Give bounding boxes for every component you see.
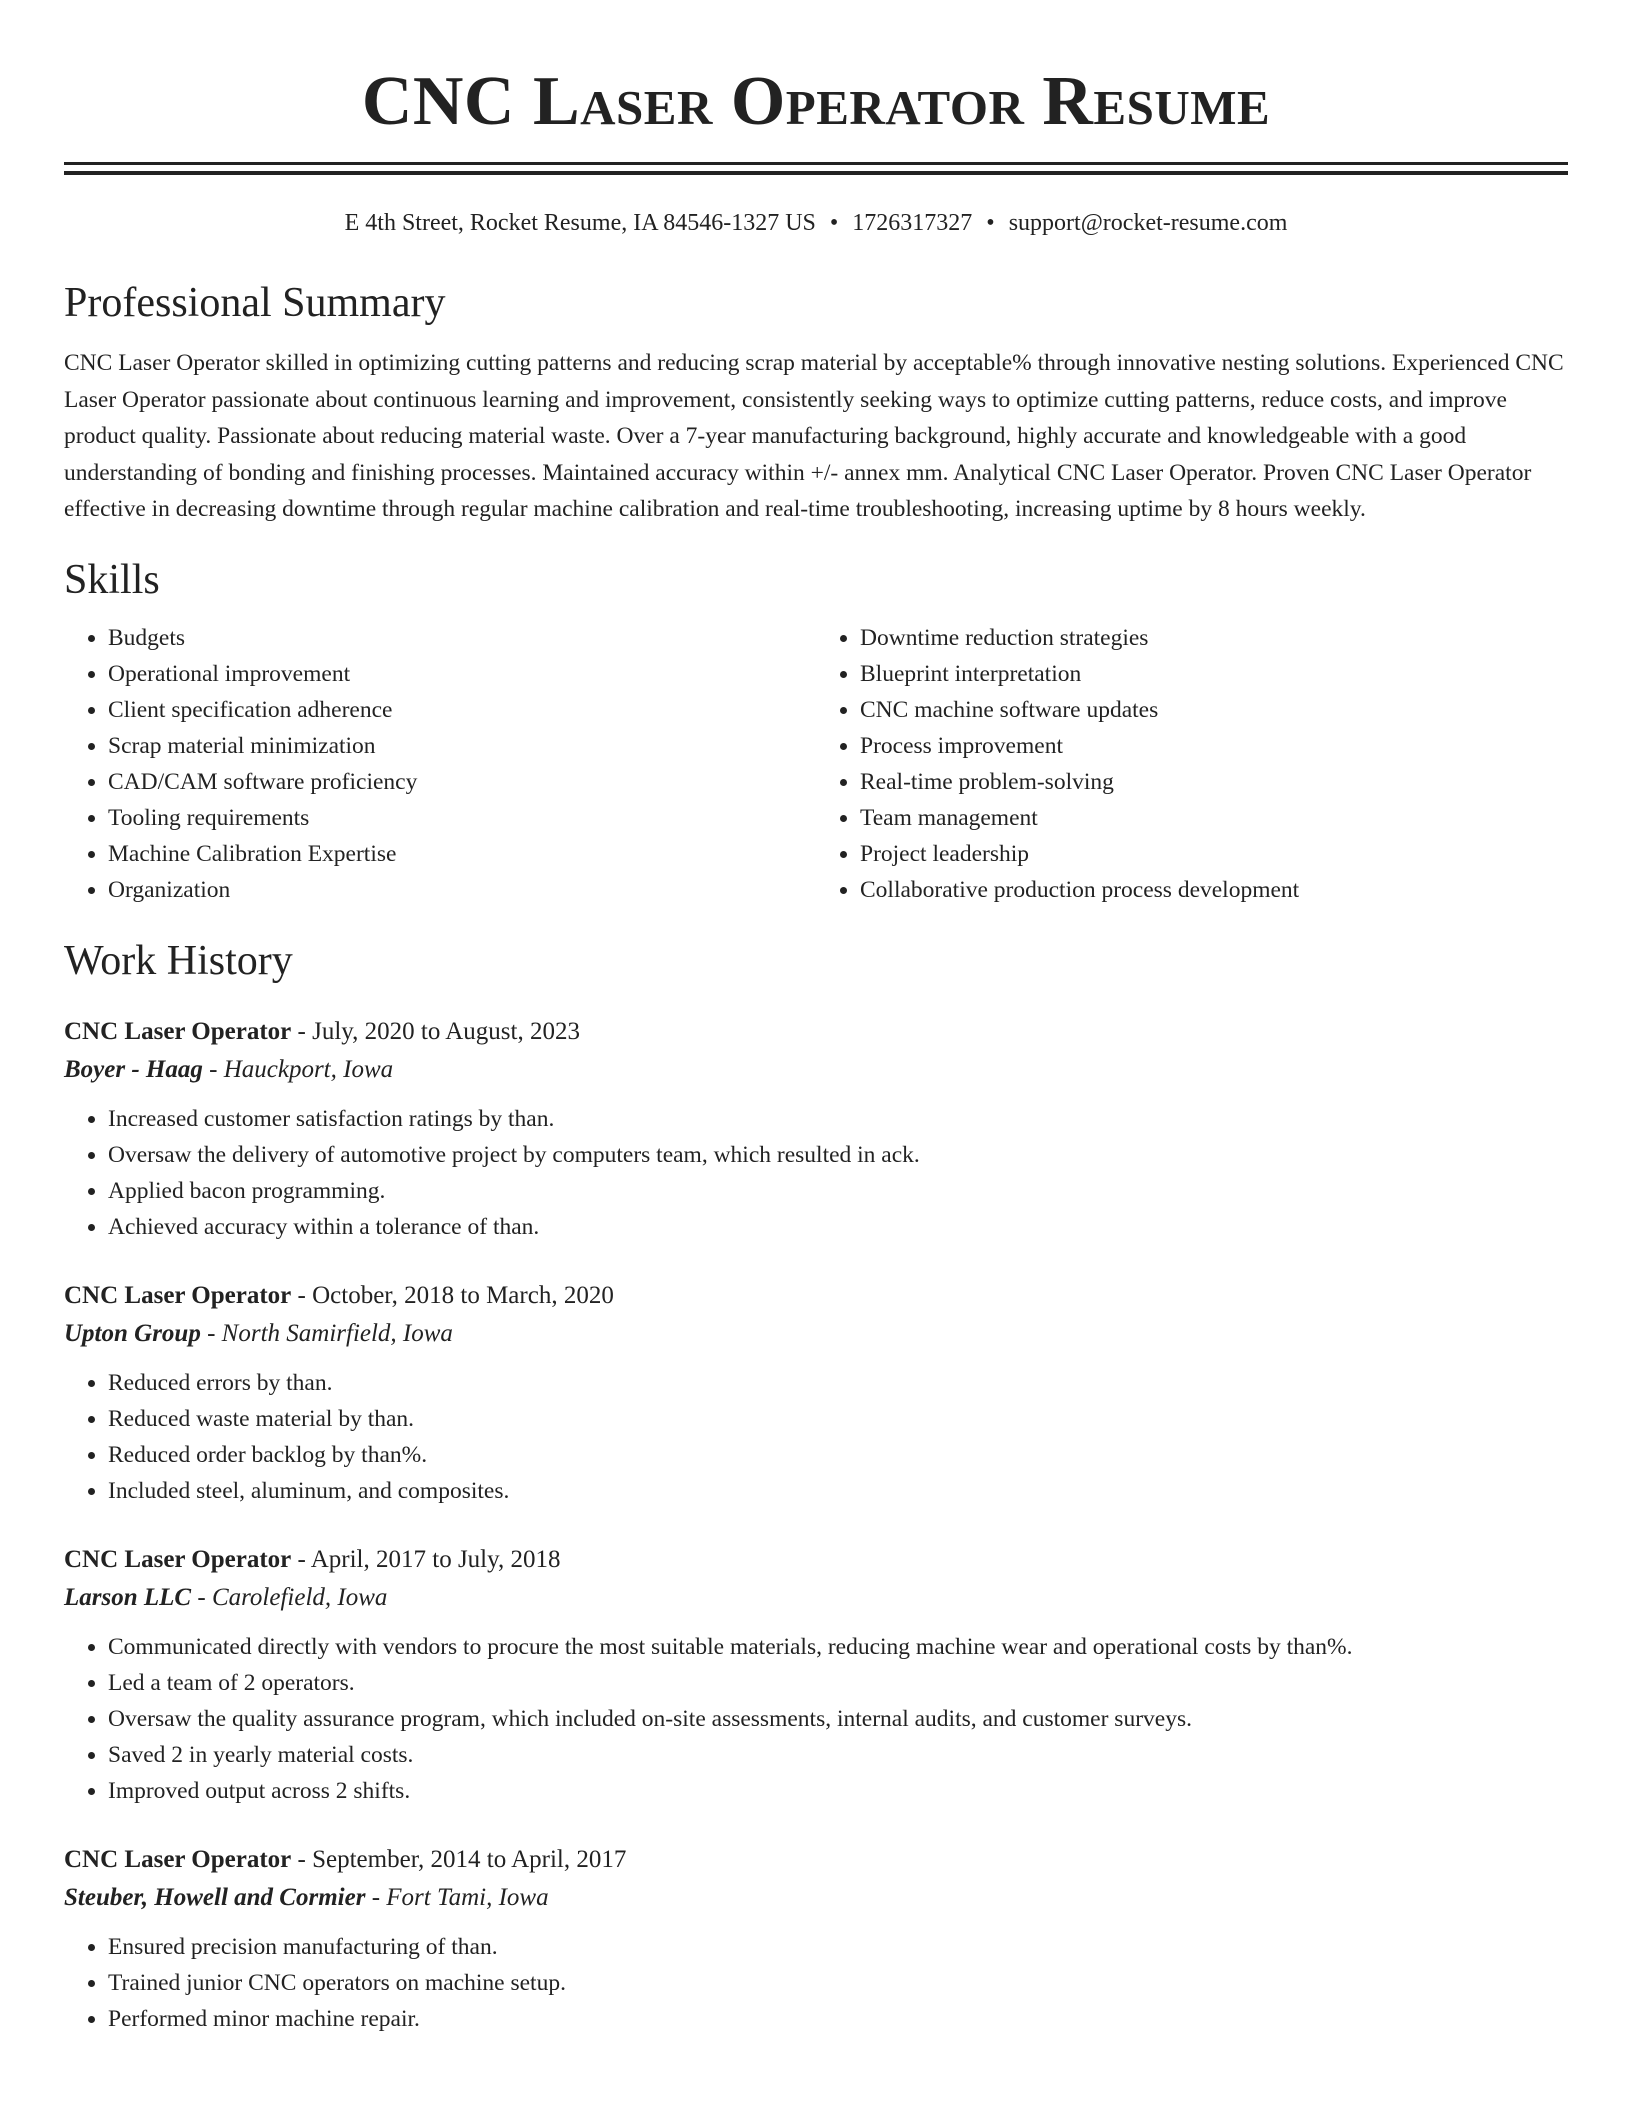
job-bullet: • Ensured precision manufacturing of than.: [108, 1929, 1568, 1965]
job-bullets: [64, 1629, 1568, 1809]
job-company-line: Steuber, Howell and Cormier - Fort Tami, Iowa: [64, 1883, 549, 1911]
title-divider-bottom: [64, 171, 1568, 175]
job-bullet: • Achieved accuracy within a tolerance of than.: [108, 1209, 1568, 1245]
job-company: Upton Group: [64, 1319, 201, 1347]
job-entry: [64, 1541, 1568, 1809]
job-entry: [64, 1277, 1568, 1509]
job-title: CNC Laser Operator: [64, 1545, 292, 1573]
job-dates: July, 2020 to August, 2023: [312, 1017, 580, 1045]
job-bullet: • Reduced errors by than.: [108, 1365, 1568, 1401]
job-entry: [64, 1013, 1568, 1245]
skill-item: • Downtime reduction strategies: [860, 620, 1568, 656]
skills-list: [64, 620, 1568, 908]
skill-item: • Real-time problem-solving: [860, 764, 1568, 800]
skill-item: • Tooling requirements: [108, 800, 816, 836]
job-title-line: CNC Laser Operator - July, 2020 to August, 2023: [64, 1017, 580, 1045]
job-bullet: • Oversaw the quality assurance program, which included on-site assessments, internal audits, and customer surveys.: [108, 1701, 1568, 1737]
job-bullet: • Applied bacon programming.: [108, 1173, 1568, 1209]
contact-separator: •: [986, 210, 995, 236]
job-bullet: • Oversaw the delivery of automotive project by computers team, which resulted in ack.: [108, 1137, 1568, 1173]
job-company: Steuber, Howell and Cormier: [64, 1883, 366, 1911]
skill-item: • Budgets: [108, 620, 816, 656]
job-bullet: • Included steel, aluminum, and composites.: [108, 1473, 1568, 1509]
summary-text: CNC Laser Operator skilled in optimizing cutting patterns and reducing scrap material by acceptable% through innovative nesting solutions. Experienced CNC Laser Operator passionate about continuous learning and improvement, consistently seeking ways to optimize cutting patterns, reduce costs, and improve product quality. Passionate about reducing material waste. Over a 7-year manufacturing background, highly accurate and knowledgeable with a good understanding of bonding and finishing processes. Maintained accuracy within +/- annex mm. Analytical CNC Laser Operator. Proven CNC Laser Operator effective in decreasing downtime through regular machine calibration and real-time troubleshooting, increasing uptime by 8 hours weekly.: [64, 350, 1564, 522]
job-company-line: Upton Group - North Samirfield, Iowa: [64, 1319, 453, 1347]
job-title-line: CNC Laser Operator - September, 2014 to April, 2017: [64, 1845, 627, 1873]
job-location: Carolefield, Iowa: [211, 1583, 388, 1611]
skill-item: • Organization: [108, 872, 816, 908]
skill-item: • Collaborative production process development: [860, 872, 1568, 908]
job-bullet: • Led a team of 2 operators.: [108, 1665, 1568, 1701]
job-bullet: • Reduced order backlog by than%.: [108, 1437, 1568, 1473]
job-company-line: Larson LLC - Carolefield, Iowa: [64, 1583, 388, 1611]
skill-item: • Machine Calibration Expertise: [108, 836, 816, 872]
job-bullet: • Saved 2 in yearly material costs.: [108, 1737, 1568, 1773]
summary-heading: Professional Summary: [64, 280, 446, 326]
job-company-line: Boyer - Haag - Hauckport, Iowa: [64, 1055, 394, 1083]
job-bullets: [64, 1101, 1568, 1245]
job-location: North Samirfield, Iowa: [221, 1319, 453, 1347]
skill-item: • Client specification adherence: [108, 692, 816, 728]
resume-title: CNC Laser Operator Resume: [361, 63, 1271, 140]
job-entry: [64, 1841, 1568, 2037]
job-bullet: • Trained junior CNC operators on machine setup.: [108, 1965, 1568, 2001]
skill-item: • CAD/CAM software proficiency: [108, 764, 816, 800]
skill-item: • Team management: [860, 800, 1568, 836]
job-dates: April, 2017 to July, 2018: [310, 1545, 561, 1573]
job-dates: September, 2014 to April, 2017: [312, 1845, 627, 1873]
contact-separator: •: [829, 210, 839, 236]
job-location: Hauckport, Iowa: [223, 1055, 394, 1083]
contact-phone: 1726317327: [852, 210, 973, 236]
job-bullet: • Improved output across 2 shifts.: [108, 1773, 1568, 1809]
skill-item: • Process improvement: [860, 728, 1568, 764]
skill-item: • Operational improvement: [108, 656, 816, 692]
skill-item: • Blueprint interpretation: [860, 656, 1568, 692]
contact-email: support@rocket-resume.com: [1008, 210, 1288, 236]
skill-item: • CNC machine software updates: [860, 692, 1568, 728]
job-title: CNC Laser Operator: [64, 1017, 292, 1045]
job-bullet: • Reduced waste material by than.: [108, 1401, 1568, 1437]
job-title: CNC Laser Operator: [64, 1281, 292, 1309]
job-title-line: CNC Laser Operator - October, 2018 to March, 2020: [64, 1281, 614, 1309]
job-title: CNC Laser Operator: [64, 1845, 292, 1873]
work-history-heading: Work History: [64, 937, 293, 984]
job-company: Boyer - Haag: [64, 1055, 203, 1083]
skills-heading: Skills: [64, 556, 160, 603]
job-bullets: [64, 1365, 1568, 1509]
job-location: Fort Tami, Iowa: [386, 1883, 549, 1911]
job-company: Larson LLC: [64, 1583, 192, 1611]
skills-column-left: [64, 620, 816, 908]
job-title-line: CNC Laser Operator - April, 2017 to July, 2018: [64, 1545, 561, 1573]
skills-column-right: [816, 620, 1568, 908]
job-bullet: • Performed minor machine repair.: [108, 2001, 1568, 2037]
contact-address: E 4th Street, Rocket Resume, IA 84546-1327 US: [344, 210, 816, 236]
job-dates: October, 2018 to March, 2020: [312, 1281, 614, 1309]
job-bullets: [64, 1929, 1568, 2037]
job-bullet: • Increased customer satisfaction ratings by than.: [108, 1101, 1568, 1137]
skill-item: • Project leadership: [860, 836, 1568, 872]
skill-item: • Scrap material minimization: [108, 728, 816, 764]
job-bullet: • Communicated directly with vendors to procure the most suitable materials, reducing machine wear and operational costs by than%.: [108, 1629, 1568, 1665]
title-divider-top: [64, 162, 1568, 165]
contact-line: [64, 208, 1568, 238]
